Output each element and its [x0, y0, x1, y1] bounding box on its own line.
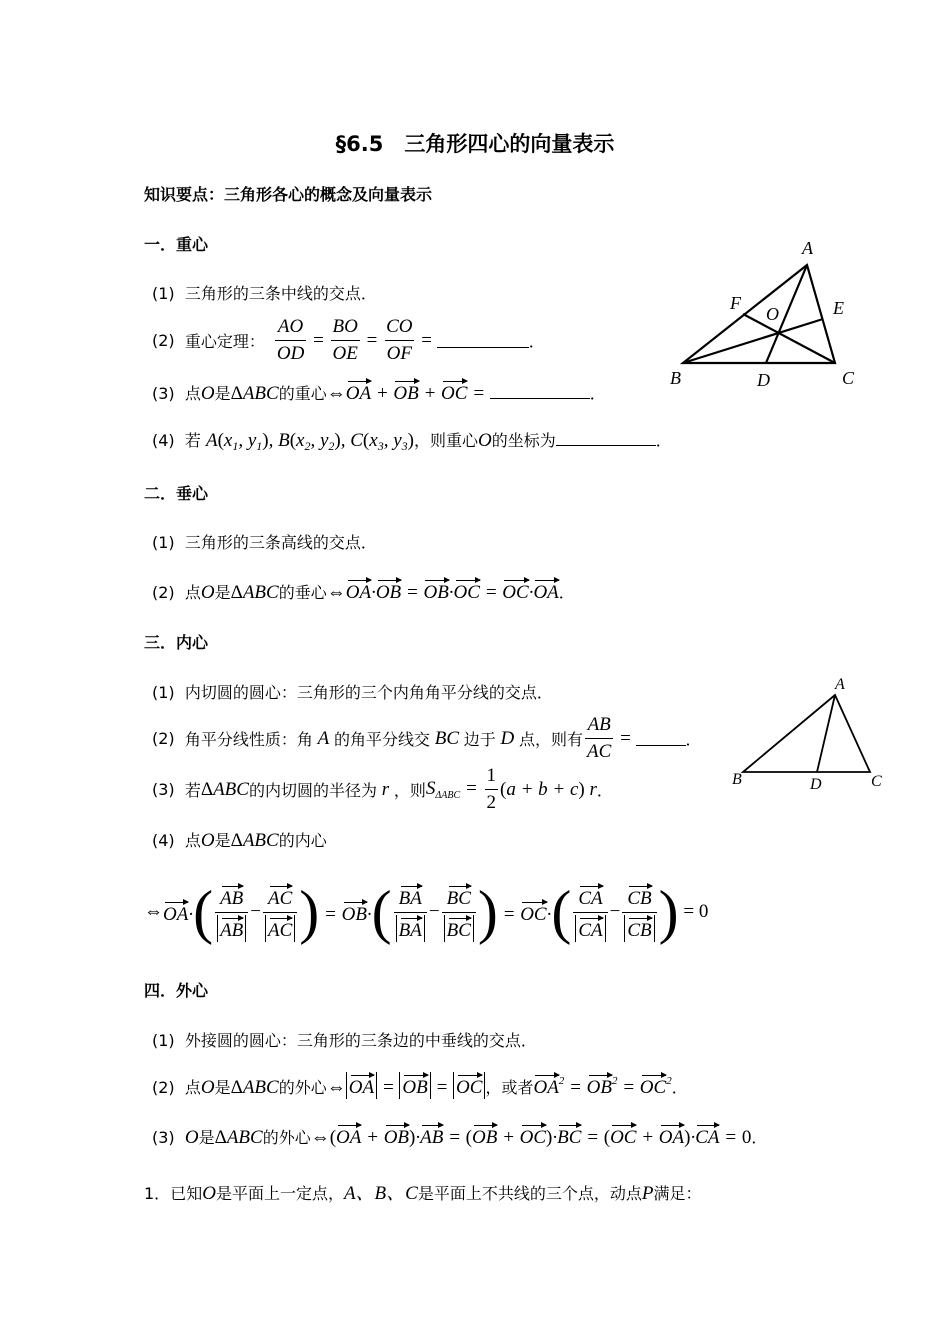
centroid-item-3: (3) 点O是ΔABC的重心⇔OA + OB + OC = ． — [152, 378, 606, 405]
incenter-vector-condition: ⇔ OA· ( $\frac{AB}{AB}$ − $\frac{AC}{AC}$ ) = OB· ( $\frac{BA}{BA}$ − $\frac{BC}{BC}$ ) = OC· ( $\frac{CA}{CA}$ − $\frac{CB}{CB}$ ) = 0 — [144, 879, 709, 945]
section-circumcenter-heading: 四．外心 — [144, 981, 209, 1000]
section-incenter-heading: 三．内心 — [144, 633, 209, 652]
fig2-label-D: D — [810, 776, 822, 793]
circumcenter-item-1: (1) 外接圆的圆心：三角形的三条边的中垂线的交点． — [152, 1031, 537, 1050]
incenter-item-3: (3) 若 Δ ABC 的内切圆的半径为 r ，则 $S_{\Delta ABC}$ = $\frac{1}{2}$ (a + b + c) r ． — [152, 765, 613, 813]
fig1-label-E: E — [833, 298, 844, 318]
fig2-label-B: B — [732, 771, 742, 788]
incenter-triangle-figure — [720, 672, 890, 797]
orthocenter-item-1: (1) 三角形的三条高线的交点． — [152, 533, 377, 552]
page-title: §6.5 三角形四心的向量表示 — [335, 132, 615, 156]
incenter-item-2: (2) 角平分线性质：角 A 的角平分线交 BC 边于 D 点，则有 $\frac{AB}{AC}$ = ． — [152, 714, 702, 762]
fig1-label-C: C — [842, 368, 855, 388]
orthocenter-item-2: (2) 点O是ΔABC的垂心⇔OA·OB = OB·OC = OC·OA． — [152, 577, 575, 604]
fig2-label-A: A — [835, 676, 845, 693]
section-orthocenter-heading: 二．垂心 — [144, 484, 209, 503]
centroid-item-1: (1) 三角形的三条中线的交点． — [152, 284, 377, 303]
centroid-item-2: (2) 重心定理： $\frac{AO}{OD}$ = $\frac{BO}{OE}$ = $\frac{CO}{OF}$ = ． — [152, 316, 545, 364]
incenter-item-4: (4) 点O是ΔABC的内心 — [152, 830, 327, 851]
fig1-label-B: B — [670, 368, 681, 388]
fig1-label-F: F — [730, 293, 741, 313]
centroid-triangle-figure — [660, 232, 870, 392]
knowledge-heading: 知识要点：三角形各心的概念及向量表示 — [144, 185, 433, 204]
fig1-label-D: D — [757, 370, 770, 390]
fig1-label-A: A — [802, 238, 813, 258]
fig1-label-O: O — [766, 304, 779, 324]
incenter-item-1: (1) 内切圆的圆心：三角形的三个内角角平分线的交点． — [152, 683, 553, 702]
fig2-label-C: C — [871, 773, 882, 790]
problem-1: 1．已知O是平面上一定点，A、B、C是平面上不共线的三个点，动点P满足： — [144, 1183, 702, 1204]
section-centroid-heading: 一．重心 — [144, 235, 209, 254]
centroid-item-4: (4) 若 $A(x_1$, $y_1$), $B(x_2$, $y_2$), $C(x_3$, $y_3$)，则重心O的坐标为 ． — [152, 430, 672, 453]
circumcenter-item-3: (3) O是ΔABC的外心⇔(OA + OB)·AB = (OB + OC)·BC = (OC + OA)·CA = 0． — [152, 1122, 767, 1149]
circumcenter-item-2: (2) 点O是ΔABC的外心⇔ OA = OB = OC ，或者$OA^2 = OB^2 = OC^2$． — [152, 1072, 688, 1099]
